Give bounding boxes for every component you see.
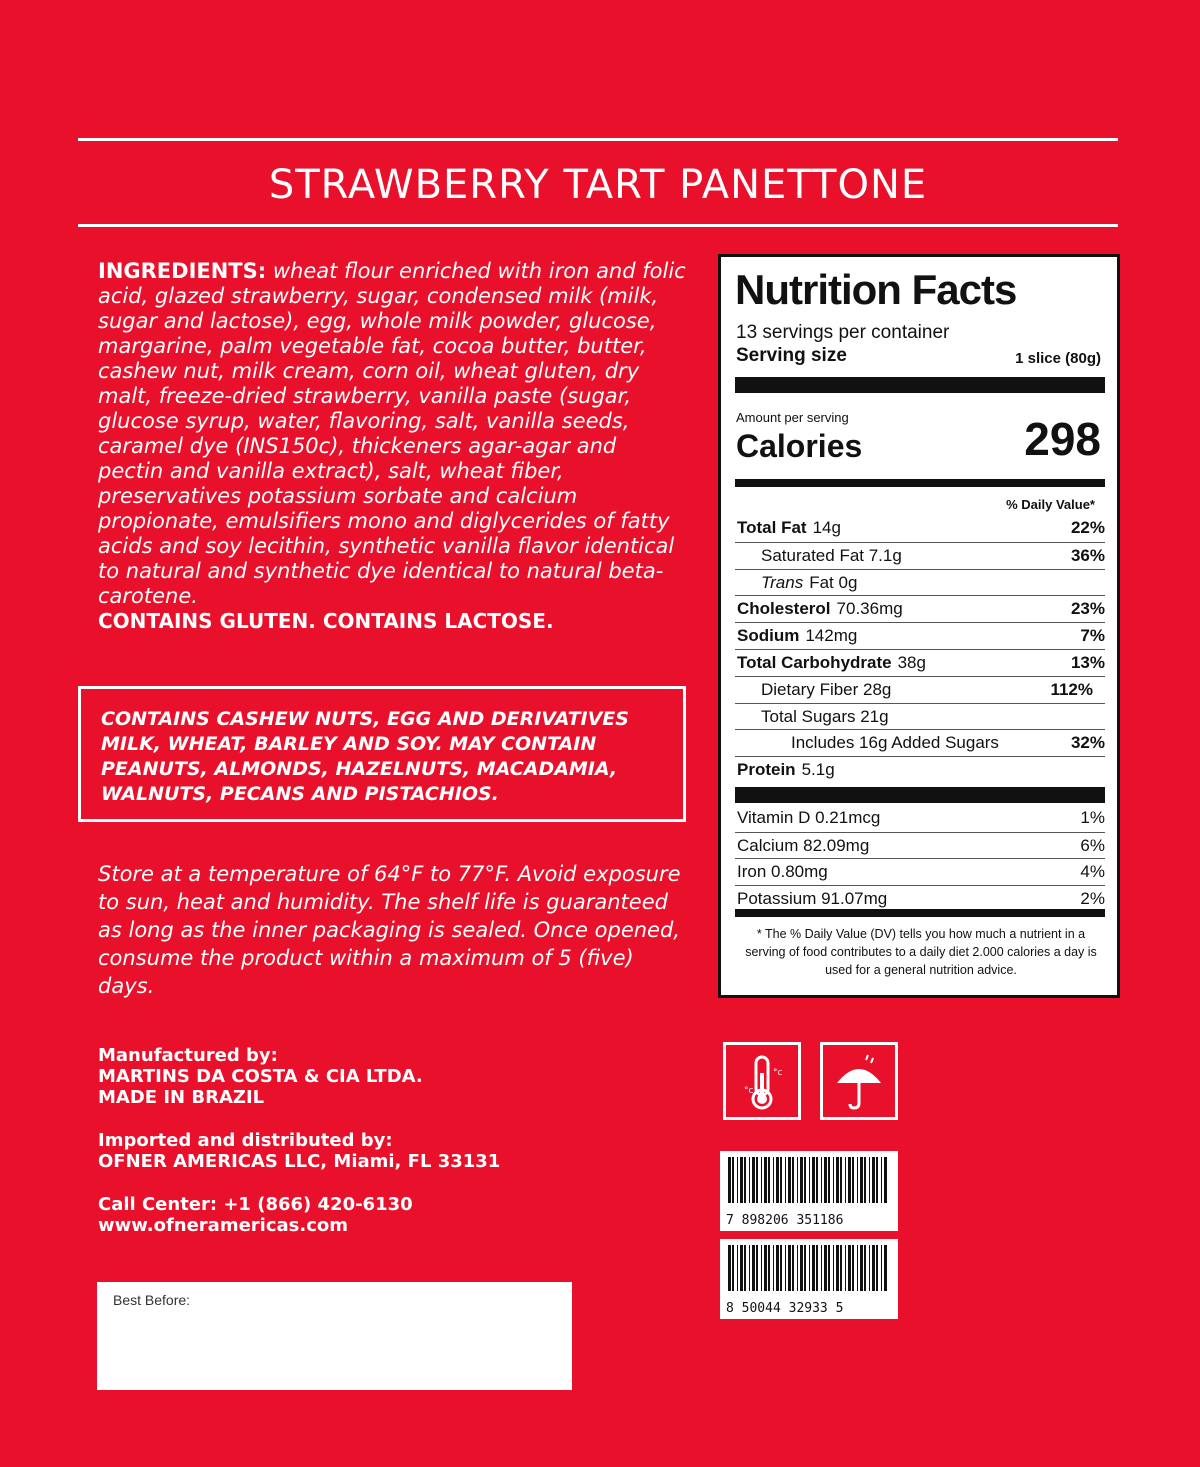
barcode-bar bbox=[833, 1157, 834, 1203]
nutrition-facts-title: Nutrition Facts bbox=[735, 266, 1017, 313]
barcode-bar bbox=[884, 1245, 887, 1291]
importer-name: OFNER AMERICAS LLC, Miami, FL 33131 bbox=[98, 1151, 501, 1172]
barcode-bar bbox=[845, 1245, 846, 1291]
nutrient-row bbox=[735, 595, 1105, 622]
barcode-bar bbox=[773, 1245, 774, 1291]
barcode-bar bbox=[780, 1157, 782, 1203]
barcode-bars bbox=[728, 1157, 890, 1203]
barcode-bar bbox=[809, 1157, 810, 1203]
barcode-number: 8 50044 32933 5 bbox=[726, 1301, 844, 1316]
nutrient-row bbox=[735, 756, 1105, 783]
nutrient-row bbox=[735, 569, 1105, 596]
barcode-bar bbox=[804, 1245, 806, 1291]
nutrient-row bbox=[735, 622, 1105, 649]
barcode-bar bbox=[840, 1157, 842, 1203]
nutrient-name bbox=[761, 573, 857, 593]
nutrient-name bbox=[761, 546, 902, 566]
barcode-bar bbox=[744, 1245, 746, 1291]
barcode-bar bbox=[812, 1245, 815, 1291]
servings-per-container: 13 servings per container bbox=[736, 322, 950, 343]
serving-size-label: Serving size bbox=[736, 345, 847, 366]
vitamin-row bbox=[735, 805, 1105, 831]
barcode-bar bbox=[740, 1157, 743, 1203]
barcode-bar bbox=[776, 1245, 779, 1291]
nutrient-dv: 36% bbox=[1070, 545, 1105, 565]
barcode-number: 7 898206 351186 bbox=[726, 1213, 844, 1228]
nutrient-name bbox=[761, 707, 889, 727]
contains-statement: CONTAINS GLUTEN. CONTAINS LACTOSE. bbox=[98, 609, 554, 633]
thick-divider bbox=[735, 377, 1105, 393]
nutrient-name bbox=[737, 760, 835, 780]
barcode-bar bbox=[857, 1245, 858, 1291]
barcode-bar bbox=[764, 1245, 767, 1291]
barcode-bar bbox=[836, 1245, 839, 1291]
barcode-bar bbox=[761, 1245, 762, 1291]
barcode-bar bbox=[800, 1245, 803, 1291]
barcode-1 bbox=[720, 1151, 898, 1231]
nutrient-row bbox=[735, 729, 1105, 756]
nutrient-amount: 5.1g bbox=[801, 760, 835, 780]
vitamin-row bbox=[735, 885, 1105, 912]
allergen-text: CONTAINS CASHEW NUTS, EGG AND DERIVATIVES MILK, WHEAT, BARLEY AND SOY. MAY CONTAIN PEANUTS, ALMONDS, HAZELNUTS, MACADAMIA, WALNUTS, PECANS AND PISTACHIOS. bbox=[101, 708, 629, 805]
vitamin-name: Calcium 82.09mg bbox=[737, 835, 870, 855]
contact-block bbox=[98, 1194, 598, 1236]
nutrient-label: Includes 16g Added Sugars bbox=[791, 733, 999, 753]
vitamin-name: Iron 0.80mg bbox=[737, 862, 828, 881]
barcode-bar bbox=[848, 1157, 851, 1203]
nutrient-dv: 32% bbox=[1070, 733, 1105, 753]
barcode-bar bbox=[800, 1157, 803, 1203]
barcode-bar bbox=[812, 1157, 815, 1203]
storage-instructions: Store at a temperature of 64°F to 77°F. Avoid exposure to sun, heat and humidity. The shelf life is guaranteed as long as the inner packaging is sealed. Once opened, consume the product within a maximum of 5 (five) days. bbox=[98, 862, 681, 998]
barcode-bar bbox=[824, 1245, 827, 1291]
nutrient-amount: 38g bbox=[897, 653, 926, 672]
nutrition-facts-panel bbox=[718, 254, 1120, 998]
nutrient-label: Cholesterol bbox=[737, 599, 831, 619]
ingredients-label: INGREDIENTS: bbox=[98, 259, 267, 283]
nutrient-name bbox=[761, 680, 891, 700]
nutrient-amount: 70.36mg bbox=[836, 599, 903, 619]
vitamin-dv: 2% bbox=[1080, 888, 1105, 908]
nutrient-row bbox=[735, 676, 1105, 703]
manufacturer-block bbox=[98, 1045, 598, 1108]
barcode-bar bbox=[821, 1245, 822, 1291]
nutrient-dv: 22% bbox=[1070, 518, 1105, 537]
barcode-bar bbox=[872, 1245, 875, 1291]
barcode-bar bbox=[749, 1157, 750, 1203]
allergen-box bbox=[78, 686, 686, 822]
barcode-bar bbox=[872, 1157, 875, 1203]
nutrient-amount: 14g bbox=[812, 518, 841, 537]
barcode-bar bbox=[761, 1157, 762, 1203]
barcode-bar bbox=[776, 1157, 779, 1203]
barcode-bar bbox=[869, 1157, 870, 1203]
serving-size-value: 1 slice (80g) bbox=[1015, 350, 1101, 367]
barcode-bar bbox=[852, 1245, 854, 1291]
barcode-bar bbox=[740, 1245, 743, 1291]
umbrella-icon-box bbox=[820, 1042, 898, 1120]
barcode-bar bbox=[848, 1245, 851, 1291]
vitamin-name: Vitamin D 0.21mcg bbox=[737, 808, 881, 827]
nutrient-row bbox=[735, 649, 1105, 676]
vitamin-row bbox=[735, 832, 1105, 859]
nutrient-label: Total Fat bbox=[737, 518, 807, 537]
nutrient-row bbox=[735, 515, 1105, 541]
barcode-bar bbox=[884, 1157, 887, 1203]
nutrient-label: Sodium bbox=[737, 626, 800, 646]
product-title: STRAWBERRY TART PANETTONE bbox=[268, 162, 928, 208]
barcode-bar bbox=[852, 1157, 854, 1203]
barcode-bar bbox=[773, 1157, 774, 1203]
thermometer-icon bbox=[726, 1045, 798, 1117]
nutrient-amount: 142mg bbox=[805, 626, 858, 646]
barcode-bar bbox=[881, 1157, 882, 1203]
barcode-bar bbox=[828, 1157, 830, 1203]
barcode-bar bbox=[756, 1245, 758, 1291]
nutrient-label: Trans bbox=[761, 572, 804, 592]
medium-divider bbox=[735, 479, 1105, 487]
nutrient-dv: 13% bbox=[1070, 653, 1105, 672]
nutrient-name bbox=[737, 626, 857, 646]
best-before-label: Best Before: bbox=[113, 1292, 191, 1308]
barcode-bar bbox=[864, 1157, 866, 1203]
barcode-bar bbox=[768, 1157, 770, 1203]
barcode-bar bbox=[780, 1245, 782, 1291]
barcode-bar bbox=[792, 1245, 794, 1291]
nutrient-name bbox=[737, 653, 926, 673]
manufacturer-name: MARTINS DA COSTA & CIA LTDA. bbox=[98, 1066, 423, 1087]
barcode-bar bbox=[809, 1245, 810, 1291]
barcode-bar bbox=[797, 1245, 798, 1291]
barcode-bar bbox=[836, 1157, 839, 1203]
nutrient-row bbox=[735, 703, 1105, 730]
barcode-bar bbox=[840, 1245, 842, 1291]
barcode-bar bbox=[881, 1245, 882, 1291]
barcode-bar bbox=[860, 1245, 863, 1291]
nutrient-amount: Fat 0g bbox=[809, 572, 858, 592]
nutrient-name bbox=[791, 733, 999, 753]
vitamin-row bbox=[735, 858, 1105, 885]
importer-heading: Imported and distributed by: bbox=[98, 1130, 393, 1151]
barcode-bar bbox=[804, 1157, 806, 1203]
barcode-bar bbox=[828, 1245, 830, 1291]
calories-label: Calories bbox=[736, 428, 863, 464]
barcode-bar bbox=[752, 1157, 755, 1203]
barcode-bar bbox=[816, 1245, 818, 1291]
manufacturer-heading: Manufactured by: bbox=[98, 1045, 278, 1066]
barcode-bar bbox=[792, 1157, 794, 1203]
barcode-bar bbox=[737, 1157, 738, 1203]
umbrella-rain-icon bbox=[823, 1045, 895, 1117]
barcode-bar bbox=[864, 1245, 866, 1291]
nutrient-name bbox=[737, 518, 841, 538]
dv-footnote: * The % Daily Value (DV) tells you how much a nutrient in a serving of food contributes to a daily diet 2.000 calories a day is used for a general nutrition advice. bbox=[745, 927, 1097, 977]
thick-divider-2 bbox=[735, 787, 1105, 803]
svg-text:°c: °c bbox=[744, 1086, 754, 1096]
calories-value: 298 bbox=[1024, 413, 1101, 465]
barcode-bar bbox=[768, 1245, 770, 1291]
daily-value-header: % Daily Value* bbox=[1006, 497, 1095, 512]
barcode-bar bbox=[749, 1245, 750, 1291]
website: www.ofneramericas.com bbox=[98, 1215, 348, 1236]
vitamin-dv: 1% bbox=[1080, 808, 1105, 827]
vitamin-dv: 4% bbox=[1080, 862, 1105, 881]
barcode-bar bbox=[876, 1245, 878, 1291]
best-before-box bbox=[97, 1282, 572, 1390]
manufacturer-origin: MADE IN BRAZIL bbox=[98, 1087, 265, 1108]
barcode-bar bbox=[845, 1157, 846, 1203]
importer-block bbox=[98, 1130, 598, 1172]
barcode-2 bbox=[720, 1239, 898, 1319]
medium-divider-2 bbox=[735, 909, 1105, 917]
nutrient-label: Total Carbohydrate bbox=[737, 653, 892, 672]
nutrient-row bbox=[735, 542, 1105, 569]
barcode-bar bbox=[732, 1245, 734, 1291]
nutrient-name bbox=[737, 599, 903, 619]
nutrient-dv: 23% bbox=[1070, 599, 1105, 619]
barcode-bar bbox=[785, 1245, 786, 1291]
barcode-bar bbox=[788, 1157, 791, 1203]
barcode-bar bbox=[728, 1245, 731, 1291]
vitamin-dv: 6% bbox=[1080, 835, 1105, 855]
nutrient-label: Total Sugars 21g bbox=[761, 706, 889, 726]
barcode-bar bbox=[857, 1157, 858, 1203]
temperature-icon-box bbox=[723, 1042, 801, 1120]
barcode-bar bbox=[869, 1245, 870, 1291]
top-rule bbox=[78, 138, 1118, 141]
barcode-bar bbox=[737, 1245, 738, 1291]
barcode-bar bbox=[788, 1245, 791, 1291]
ingredients-block bbox=[98, 259, 688, 634]
amount-per-serving: Amount per serving bbox=[736, 410, 849, 425]
barcode-bar bbox=[764, 1157, 767, 1203]
nutrient-label: Protein bbox=[737, 760, 796, 780]
barcode-bar bbox=[821, 1157, 822, 1203]
ingredients-text: wheat flour enriched with iron and folic acid, glazed strawberry, sugar, condensed milk (milk, sugar and lactose), egg, whole milk powder, glucose, margarine, palm vegetable fat, cocoa butter, butter, cashew nut, milk cream, corn oil, wheat gluten, dry malt, freeze-dried strawberry, vanilla paste (sugar, glucose syrup, water, flavoring, salt, vanilla seeds, caramel dye (INS150c), thickeners agar-agar and pectin and vanilla extract), salt, wheat fiber, preservatives potassium sorbate and calcium propionate, emulsifiers mono and diglycerides of fatty acids and soy lecithin, synthetic vanilla flavor identical to natural and synthetic dye identical to natural beta-carotene. bbox=[98, 259, 686, 608]
barcode-bar bbox=[752, 1245, 755, 1291]
barcode-bar bbox=[797, 1157, 798, 1203]
vitamin-name: Potassium 91.07mg bbox=[737, 888, 888, 908]
nutrient-label: Saturated Fat 7.1g bbox=[761, 545, 902, 565]
svg-text:°c: °c bbox=[773, 1068, 783, 1078]
barcode-bar bbox=[860, 1157, 863, 1203]
barcode-bar bbox=[824, 1157, 827, 1203]
bottom-rule bbox=[78, 224, 1118, 227]
nutrient-dv: 7% bbox=[1080, 626, 1105, 646]
barcode-bars bbox=[728, 1245, 890, 1291]
barcode-bar bbox=[816, 1157, 818, 1203]
nutrient-label: Dietary Fiber 28g bbox=[761, 679, 892, 699]
barcode-bar bbox=[728, 1157, 731, 1203]
nutrient-dv: 112% bbox=[1050, 679, 1093, 699]
barcode-bar bbox=[756, 1157, 758, 1203]
barcode-bar bbox=[785, 1157, 786, 1203]
barcode-bar bbox=[732, 1157, 734, 1203]
barcode-bar bbox=[744, 1157, 746, 1203]
barcode-bar bbox=[876, 1157, 878, 1203]
barcode-bar bbox=[833, 1245, 834, 1291]
call-center: Call Center: +1 (866) 420-6130 bbox=[98, 1194, 413, 1215]
